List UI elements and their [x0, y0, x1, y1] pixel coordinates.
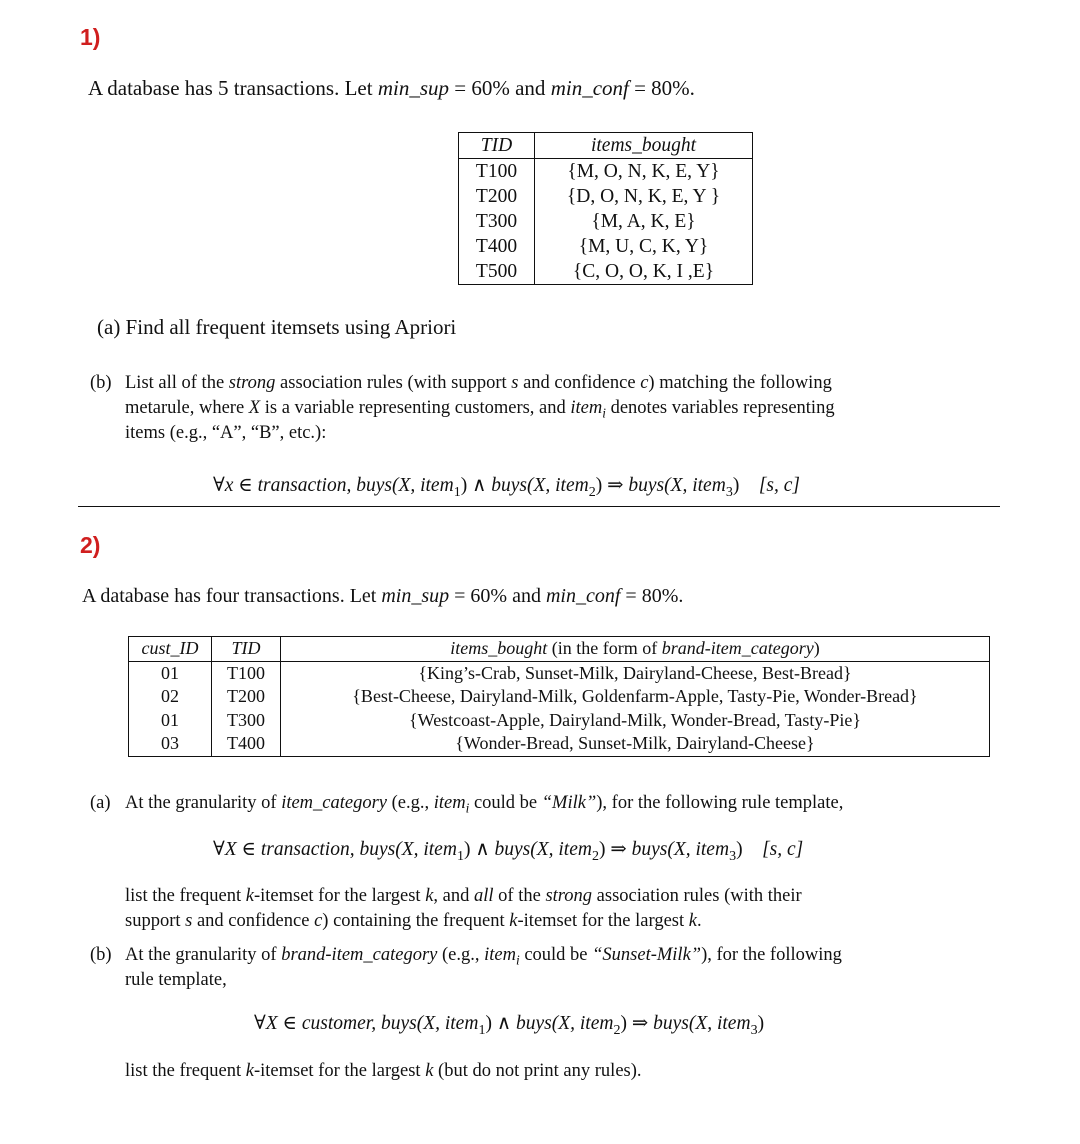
header-items-bought: items_bought (in the form of brand-item_category) [281, 637, 990, 661]
cell-items: {C, O, O, K, I ,E} [572, 261, 715, 282]
table-row [129, 661, 989, 685]
section-2-part-b-label: (b) [90, 945, 112, 965]
cell-tid: T400 [212, 732, 281, 756]
cell-tid: T500 [459, 259, 535, 284]
cell-tid: T300 [212, 709, 281, 733]
cell-items: {Westcoast-Apple, Dairyland-Milk, Wonder-Bread, Tasty-Pie} [409, 709, 861, 730]
table-header-row [459, 133, 752, 159]
section-1-metarule: ∀x ∈ transaction, buys(X, item$_1$) ∧ buys(X, item$_2$) ⇒ buys(X, item$_3$) [s, c] [213, 475, 800, 500]
section-2-intro: A database has four transactions. Let min_sup = 60% and min_conf = 80%. [82, 585, 684, 607]
section-2-number: 2) [80, 532, 101, 558]
cell-cust-id: 02 [129, 685, 212, 709]
header-tid: TID [212, 637, 281, 661]
table-row [129, 732, 989, 756]
cell-tid: T100 [459, 159, 535, 185]
section-1-part-b-label: (b) [90, 373, 112, 393]
section-2-part-a-cont-line2: support s and confidence c) containing the frequent k-itemset for the largest k. [125, 911, 702, 931]
cell-items: {D, O, N, K, E, Y } [566, 186, 721, 207]
table-header-row [129, 637, 989, 661]
section-2-part-b-cont: list the frequent k-itemset for the largest k (but do not print any rules). [125, 1061, 642, 1081]
cell-cust-id: 01 [129, 661, 212, 685]
section-1-part-b-line3: items (e.g., “A”, “B”, etc.): [125, 423, 327, 443]
table-row [459, 259, 752, 284]
cell-items: {Best-Cheese, Dairyland-Milk, Goldenfarm-Apple, Tasty-Pie, Wonder-Bread} [352, 686, 918, 706]
section-2-part-a-label: (a) [90, 793, 111, 813]
cell-tid: T400 [459, 234, 535, 259]
header-tid: TID [459, 133, 535, 159]
cell-items: {M, U, C, K, Y} [578, 236, 709, 257]
header-items-bought: items_bought [535, 133, 753, 159]
cell-items: {M, A, K, E} [591, 211, 696, 232]
section-2-rule-template-b: ∀X ∈ customer, buys(X, item$_1$) ∧ buys(X, item$_2$) ⇒ buys(X, item$_3$) [254, 1013, 765, 1038]
cell-tid: T200 [459, 184, 535, 209]
section-2-rule-template-a: ∀X ∈ transaction, buys(X, item$_1$) ∧ buys(X, item$_2$) ⇒ buys(X, item$_3$) [s, c] [213, 839, 804, 864]
section-1-part-b-line2: metarule, where X is a variable representing customers, and item$_i$ denotes variables representing [125, 398, 835, 421]
cell-items: {King’s-Crab, Sunset-Milk, Dairyland-Cheese, Best-Bread} [418, 662, 852, 683]
support-confidence: [s, c] [762, 839, 804, 860]
support-confidence: [s, c] [758, 475, 800, 496]
cell-tid: T100 [212, 661, 281, 685]
table-row [459, 184, 752, 209]
section-1-intro: A database has 5 transactions. Let min_sup = 60% and min_conf = 80%. [88, 76, 695, 100]
cell-tid: T300 [459, 209, 535, 234]
section-1-part-b-line1: List all of the strong association rules (with support s and confidence c) matching the following [125, 373, 832, 393]
table-row [459, 234, 752, 259]
table-row [129, 709, 989, 733]
section-2-part-b-line2: rule template, [125, 970, 227, 990]
section-2-part-a-cont-line1: list the frequent k-itemset for the largest k, and all of the strong association rules (with their [125, 886, 802, 906]
cell-items: {M, O, N, K, E, Y} [567, 161, 720, 182]
table-row [459, 159, 752, 185]
cell-items: {Wonder-Bread, Sunset-Milk, Dairyland-Cheese} [455, 733, 815, 753]
transactions-table-1 [458, 132, 753, 285]
section-1-number: 1) [80, 24, 101, 50]
section-divider [78, 506, 1000, 507]
table-row [459, 209, 752, 234]
header-cust-id: cust_ID [129, 637, 212, 661]
cell-cust-id: 01 [129, 709, 212, 733]
table-row [129, 685, 989, 709]
cell-tid: T200 [212, 685, 281, 709]
section-1-part-a: (a) Find all frequent itemsets using Apriori [97, 315, 457, 339]
section-2-part-a-line1: At the granularity of item_category (e.g., item$_i$ could be “Milk”), for the following rule template, [125, 793, 844, 816]
transactions-table-2 [128, 636, 990, 757]
section-2-part-b-line1: At the granularity of brand-item_category (e.g., item$_i$ could be “Sunset-Milk”), for the following [125, 945, 842, 968]
cell-cust-id: 03 [129, 732, 212, 756]
